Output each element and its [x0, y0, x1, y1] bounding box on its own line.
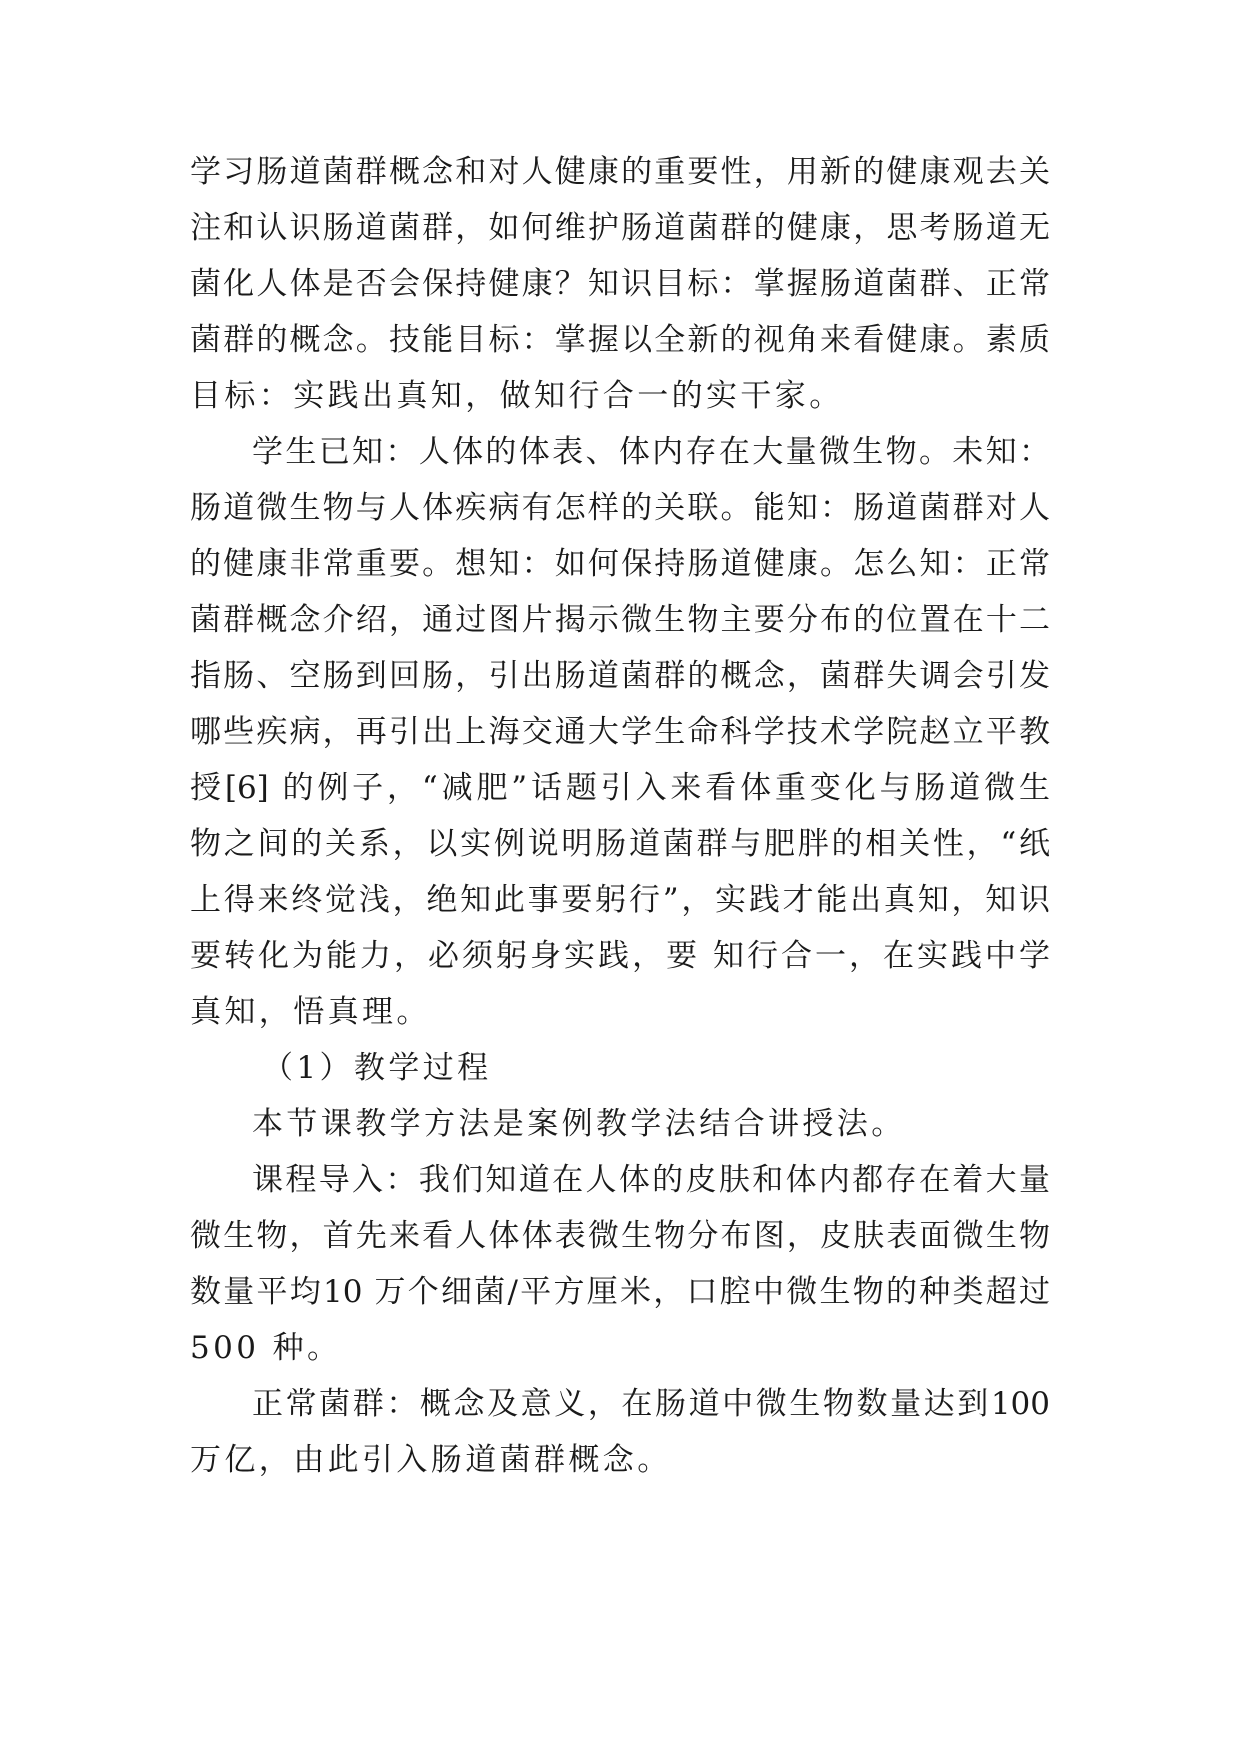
- paragraph-1-line-4: 菌群的概念。技能目标：掌握以全新的视角来看健康。素质: [190, 322, 1050, 358]
- paragraph-4-line-3: 数量平均10 万个细菌/平方厘米，口腔中微生物的种类超过: [190, 1274, 1050, 1310]
- paragraph-3-line-1: 本节课教学方法是案例教学法结合讲授法。: [252, 1106, 906, 1142]
- paragraph-5-line-1: 正常菌群：概念及意义，在肠道中微生物数量达到100: [252, 1386, 1050, 1422]
- paragraph-4-line-1: 课程导入：我们知道在人体的皮肤和体内都存在着大量: [252, 1162, 1050, 1198]
- paragraph-1-line-1: 学习肠道菌群概念和对人健康的重要性，用新的健康观去关: [190, 154, 1050, 190]
- paragraph-2-line-5: 指肠、空肠到回肠，引出肠道菌群的概念，菌群失调会引发: [190, 658, 1050, 694]
- paragraph-2-line-2: 肠道微生物与人体疾病有怎样的关联。能知：肠道菌群对人: [190, 490, 1050, 526]
- paragraph-2-line-8: 物之间的关系，以实例说明肠道菌群与肥胖的相关性，“纸: [190, 826, 1050, 862]
- paragraph-2-line-3: 的健康非常重要。想知：如何保持肠道健康。怎么知：正常: [190, 546, 1050, 582]
- paragraph-1-line-3: 菌化人体是否会保持健康？知识目标：掌握肠道菌群、正常: [190, 266, 1050, 302]
- paragraph-2-line-1: 学生已知：人体的体表、体内存在大量微生物。未知：: [252, 434, 1050, 470]
- paragraph-4-line-2: 微生物，首先来看人体体表微生物分布图，皮肤表面微生物: [190, 1218, 1050, 1254]
- paragraph-2-line-4: 菌群概念介绍，通过图片揭示微生物主要分布的位置在十二: [190, 602, 1050, 638]
- paragraph-2-line-9: 上得来终觉浅，绝知此事要躬行”，实践才能出真知，知识: [190, 882, 1050, 918]
- paragraph-1-line-2: 注和认识肠道菌群，如何维护肠道菌群的健康，思考肠道无: [190, 210, 1050, 246]
- paragraph-2-line-10: 要转化为能力，必须躬身实践，要 知行合一，在实践中学: [190, 938, 1050, 974]
- paragraph-4-line-4: 500 种。: [190, 1330, 342, 1366]
- paragraph-2-line-11: 真知，悟真理。: [190, 994, 431, 1030]
- section-heading: （1）教学过程: [262, 1050, 492, 1086]
- paragraph-5-line-2: 万亿，由此引入肠道菌群概念。: [190, 1442, 672, 1478]
- paragraph-1-line-5: 目标：实践出真知，做知行合一的实干家。: [190, 378, 844, 414]
- paragraph-2-line-6: 哪些疾病，再引出上海交通大学生命科学技术学院赵立平教: [190, 714, 1050, 750]
- paragraph-2-line-7: 授[6] 的例子，“减肥”话题引入来看体重变化与肠道微生: [190, 770, 1050, 806]
